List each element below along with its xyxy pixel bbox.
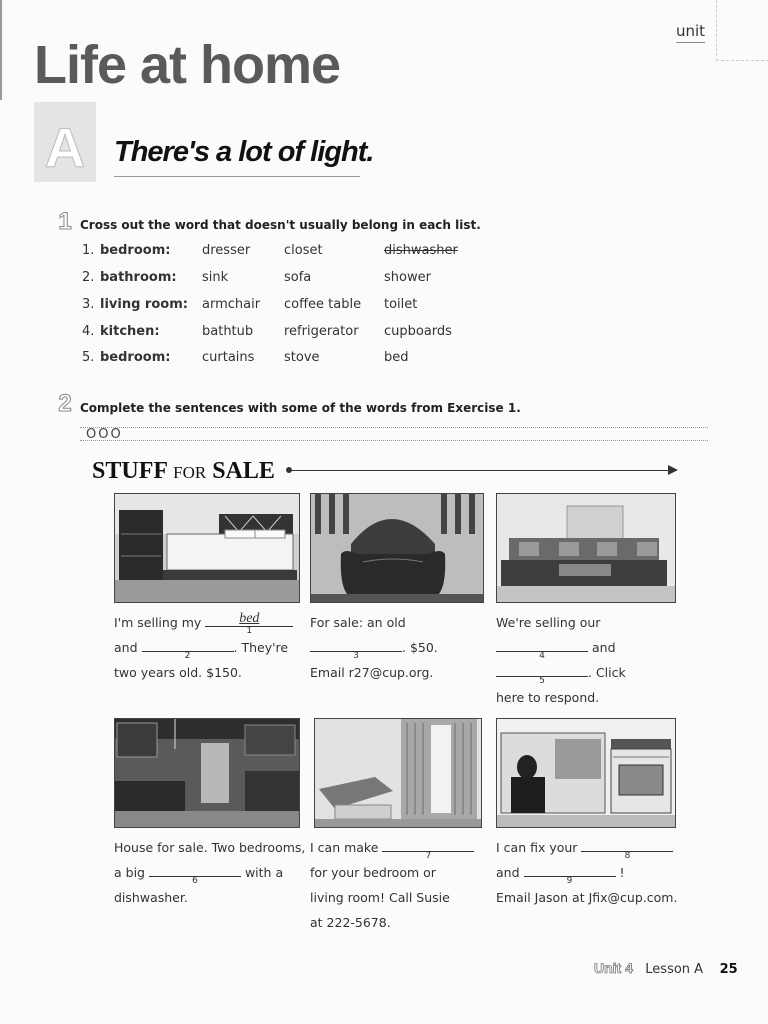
- ad-text: . Click: [588, 665, 626, 680]
- room-label: bathroom:: [100, 270, 177, 285]
- ad-text: I can fix your: [496, 840, 578, 855]
- blank-number: 1: [246, 626, 253, 636]
- ad-6-line: [496, 860, 692, 885]
- browser-bar: [80, 427, 708, 441]
- ad-text: living room! Call Susie: [310, 890, 450, 905]
- room-label: bedroom:: [100, 350, 171, 365]
- row-number: 1.: [82, 243, 95, 258]
- margin-line: [0, 0, 2, 100]
- ad-text: For sale: an old: [310, 615, 406, 630]
- ad-text: We're selling our: [496, 615, 601, 630]
- word: cupboards: [384, 324, 452, 339]
- word: stove: [284, 350, 320, 365]
- ad-text: here to respond.: [496, 690, 600, 705]
- blank-number: 4: [539, 651, 545, 661]
- word-list: [82, 243, 482, 373]
- heading-stuff: STUFF: [92, 458, 168, 484]
- word-list-row: [82, 350, 482, 368]
- room-label: living room:: [100, 297, 188, 312]
- blank-8[interactable]: [581, 837, 673, 861]
- ad-5: [310, 835, 490, 935]
- handwritten-answer: bed: [239, 611, 260, 626]
- row-number: 2.: [82, 270, 95, 285]
- word: shower: [384, 270, 431, 285]
- blank-5[interactable]: [496, 662, 588, 686]
- exercise-2-instruction: Complete the sentences with some of the words from Exercise 1.: [80, 401, 521, 415]
- ad-text: and: [114, 640, 138, 655]
- sofa-illustration: [497, 494, 675, 602]
- photo-sofa: [496, 493, 676, 603]
- blank-9[interactable]: [524, 862, 616, 886]
- blank-number: 6: [192, 876, 198, 886]
- photo-bed-dresser: [114, 493, 300, 603]
- photo-armchair: [310, 493, 484, 603]
- word: armchair: [202, 297, 261, 312]
- ad-5-line: [310, 835, 490, 860]
- row-number: 4.: [82, 324, 95, 339]
- word-list-row: [82, 243, 482, 261]
- word: refrigerator: [284, 324, 359, 339]
- exercise-1-number: 1: [58, 208, 72, 235]
- ad-1-line: [114, 635, 304, 660]
- row-number: 5.: [82, 350, 95, 365]
- bedroom-illustration: [115, 494, 299, 602]
- blank-3[interactable]: [310, 637, 402, 661]
- exercise-2-number: 2: [58, 390, 72, 417]
- blank-7[interactable]: [382, 837, 474, 861]
- ad-4: [114, 835, 310, 910]
- ad-text: I'm selling my: [114, 615, 202, 630]
- ad-text: . $50.: [402, 640, 438, 655]
- word: toilet: [384, 297, 418, 312]
- ad-1: [114, 610, 304, 685]
- ad-text: . They're: [233, 640, 289, 655]
- word: curtains: [202, 350, 255, 365]
- ad-6-line: [496, 835, 692, 860]
- room-label: bedroom:: [100, 243, 171, 258]
- word: sink: [202, 270, 229, 285]
- arrow-head-icon: [668, 465, 678, 475]
- ad-text: !: [619, 865, 625, 880]
- page-footer: [594, 960, 738, 977]
- ad-text: with a: [244, 865, 284, 880]
- heading-for: FOR: [173, 463, 207, 482]
- blank-number: 7: [425, 851, 432, 861]
- row-number: 3.: [82, 297, 95, 312]
- ad-text: two years old. $150.: [114, 665, 242, 680]
- blank-number: 9: [566, 876, 573, 886]
- ad-text: Email r27@cup.org.: [310, 665, 434, 680]
- ad-3-line: [496, 660, 676, 685]
- ad-3: [496, 610, 676, 710]
- ad-text: I can make: [310, 840, 379, 855]
- exercise-1-instruction: Cross out the word that doesn't usually belong in each list.: [80, 218, 481, 232]
- word: sofa: [284, 270, 312, 285]
- stuff-for-sale-heading: [92, 458, 275, 485]
- word: bed: [384, 350, 409, 365]
- word: closet: [284, 243, 323, 258]
- ad-text: dishwasher.: [114, 890, 188, 905]
- blank-number: 5: [539, 676, 545, 686]
- photo-kitchen: [114, 718, 300, 828]
- word-list-row: [82, 297, 482, 315]
- ad-2-line: [310, 635, 490, 660]
- unit-number-box: [716, 0, 768, 61]
- blank-number: 8: [624, 851, 631, 861]
- stove-illustration: [497, 719, 675, 827]
- lesson-letter: A: [44, 116, 86, 179]
- word: coffee table: [284, 297, 362, 312]
- blank-number: 3: [353, 651, 359, 661]
- ad-4-line: [114, 860, 310, 885]
- footer-lesson: Lesson A: [645, 962, 704, 977]
- photo-curtains: [314, 718, 482, 828]
- ad-text: Email Jason at Jfix@cup.com.: [496, 890, 678, 905]
- ad-text: and: [496, 865, 520, 880]
- armchair-illustration: [311, 494, 483, 602]
- page-number: 25: [719, 962, 738, 977]
- blank-4[interactable]: [496, 637, 588, 661]
- word: dresser: [202, 243, 251, 258]
- ad-3-line: [496, 635, 676, 660]
- kitchen-illustration: [115, 719, 299, 827]
- ad-text: a big: [114, 865, 145, 880]
- word-list-row: [82, 270, 482, 288]
- page-title: Life at home: [34, 35, 341, 95]
- blank-6[interactable]: [149, 862, 241, 886]
- room-label: kitchen:: [100, 324, 160, 339]
- footer-unit: Unit 4: [594, 960, 633, 976]
- lesson-title-underline: [114, 176, 360, 177]
- ad-text: for your bedroom or: [310, 865, 436, 880]
- word-list-row: [82, 324, 482, 342]
- lesson-title: There's a lot of light.: [114, 136, 374, 168]
- blank-1[interactable]: [205, 611, 293, 636]
- blank-2[interactable]: [142, 637, 234, 661]
- ad-text: House for sale. Two bedrooms,: [114, 840, 306, 855]
- heading-sale: SALE: [212, 458, 275, 484]
- ad-text: at 222-5678.: [310, 915, 391, 930]
- ad-2: [310, 610, 490, 685]
- crossed-out-word: dishwasher: [384, 243, 458, 258]
- arrow-line: [290, 470, 672, 471]
- ad-text: and: [591, 640, 616, 655]
- browser-window-dots: OOO: [86, 427, 123, 442]
- blank-number: 2: [184, 651, 191, 661]
- ad-6: [496, 835, 692, 910]
- curtains-illustration: [315, 719, 481, 827]
- ad-1-line: [114, 610, 304, 635]
- photo-stove: [496, 718, 676, 828]
- word: bathtub: [202, 324, 254, 339]
- unit-label: unit: [676, 22, 705, 43]
